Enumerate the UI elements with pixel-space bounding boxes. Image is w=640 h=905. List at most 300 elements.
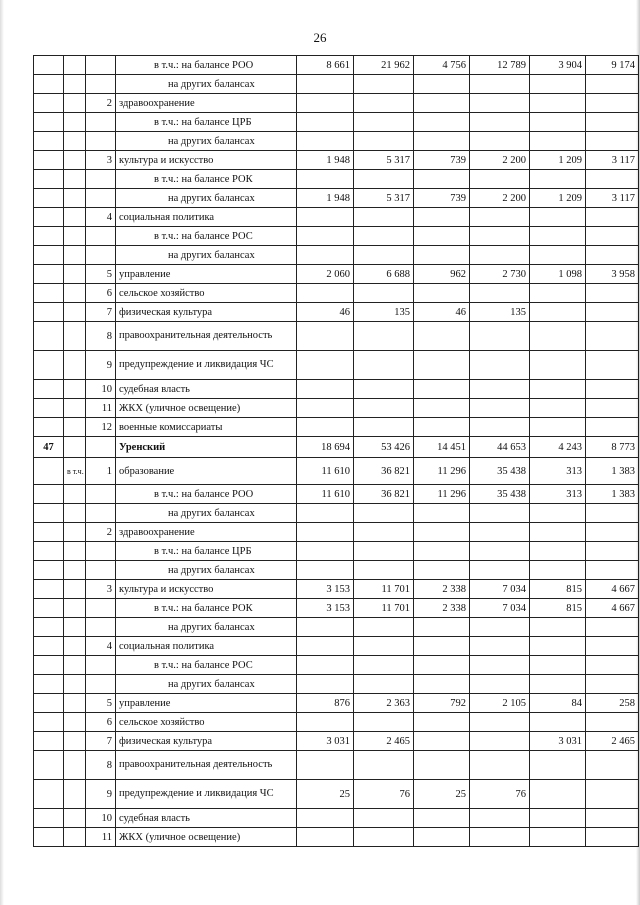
value-cell-2 — [354, 504, 414, 523]
value-cell-6 — [586, 618, 639, 637]
item-name-cell: здравоохранение — [116, 94, 297, 113]
value-cell-4 — [470, 351, 530, 380]
value-cell-2 — [354, 246, 414, 265]
value-cell-3 — [414, 399, 470, 418]
value-cell-1: 11 610 — [297, 458, 354, 485]
item-number-cell — [86, 189, 116, 208]
value-cell-4 — [470, 322, 530, 351]
item-number-cell: 11 — [86, 828, 116, 847]
item-name-cell: культура и искусство — [116, 580, 297, 599]
value-cell-2 — [354, 94, 414, 113]
table-row — [34, 399, 639, 418]
region-number-cell — [34, 656, 64, 675]
value-cell-3 — [414, 208, 470, 227]
item-number-cell — [86, 56, 116, 75]
item-name-cell: сельское хозяйство — [116, 713, 297, 732]
value-cell-6: 4 667 — [586, 599, 639, 618]
value-cell-6 — [586, 208, 639, 227]
value-cell-1 — [297, 94, 354, 113]
value-cell-1: 3 153 — [297, 580, 354, 599]
value-cell-1 — [297, 561, 354, 580]
value-cell-3 — [414, 227, 470, 246]
including-cell — [64, 675, 86, 694]
value-cell-4 — [470, 828, 530, 847]
value-cell-3: 739 — [414, 151, 470, 170]
table-row — [34, 151, 639, 170]
item-name-cell: физическая культура — [116, 303, 297, 322]
value-cell-1 — [297, 113, 354, 132]
value-cell-3 — [414, 284, 470, 303]
value-cell-2 — [354, 351, 414, 380]
item-name-cell: судебная власть — [116, 809, 297, 828]
table-row — [34, 170, 639, 189]
table-row — [34, 227, 639, 246]
value-cell-4: 44 653 — [470, 437, 530, 458]
table-row — [34, 303, 639, 322]
value-cell-6 — [586, 399, 639, 418]
table-row — [34, 828, 639, 847]
value-cell-2 — [354, 618, 414, 637]
value-cell-3 — [414, 132, 470, 151]
value-cell-6: 1 383 — [586, 485, 639, 504]
value-cell-2 — [354, 380, 414, 399]
item-number-cell: 8 — [86, 751, 116, 780]
value-cell-6 — [586, 351, 639, 380]
value-cell-6: 2 465 — [586, 732, 639, 751]
including-cell — [64, 399, 86, 418]
value-cell-5: 1 209 — [530, 189, 586, 208]
value-cell-5: 3 904 — [530, 56, 586, 75]
item-name-cell: правоохранительная деятельность — [116, 322, 297, 351]
table-row — [34, 618, 639, 637]
value-cell-6 — [586, 303, 639, 322]
value-cell-2: 36 821 — [354, 485, 414, 504]
value-cell-1 — [297, 208, 354, 227]
value-cell-2 — [354, 637, 414, 656]
value-cell-5: 815 — [530, 599, 586, 618]
value-cell-5 — [530, 132, 586, 151]
scan-edge-left — [0, 0, 4, 905]
value-cell-4 — [470, 399, 530, 418]
value-cell-5: 313 — [530, 485, 586, 504]
item-name-cell: ЖКХ (уличное освещение) — [116, 399, 297, 418]
value-cell-6 — [586, 637, 639, 656]
item-number-cell: 3 — [86, 151, 116, 170]
value-cell-3 — [414, 732, 470, 751]
region-number-cell — [34, 542, 64, 561]
value-cell-3 — [414, 751, 470, 780]
region-number-cell — [34, 246, 64, 265]
value-cell-2 — [354, 75, 414, 94]
item-number-cell: 4 — [86, 208, 116, 227]
value-cell-4: 12 789 — [470, 56, 530, 75]
item-name-cell: в т.ч.: на балансе РОС — [116, 227, 297, 246]
value-cell-2 — [354, 713, 414, 732]
value-cell-1 — [297, 751, 354, 780]
value-cell-5 — [530, 828, 586, 847]
table-row — [34, 458, 639, 485]
value-cell-4 — [470, 523, 530, 542]
value-cell-4 — [470, 170, 530, 189]
value-cell-6 — [586, 94, 639, 113]
region-number-cell — [34, 151, 64, 170]
value-cell-5: 84 — [530, 694, 586, 713]
value-cell-3: 14 451 — [414, 437, 470, 458]
value-cell-3 — [414, 113, 470, 132]
value-cell-6 — [586, 828, 639, 847]
value-cell-5 — [530, 751, 586, 780]
value-cell-6 — [586, 675, 639, 694]
value-cell-4 — [470, 113, 530, 132]
item-name-cell: судебная власть — [116, 380, 297, 399]
table-row — [34, 284, 639, 303]
table-row — [34, 751, 639, 780]
including-cell — [64, 418, 86, 437]
value-cell-3 — [414, 675, 470, 694]
item-number-cell: 1 — [86, 458, 116, 485]
value-cell-1 — [297, 828, 354, 847]
value-cell-6 — [586, 656, 639, 675]
value-cell-6: 258 — [586, 694, 639, 713]
value-cell-2: 5 317 — [354, 151, 414, 170]
value-cell-6 — [586, 504, 639, 523]
including-cell — [64, 713, 86, 732]
item-number-cell — [86, 227, 116, 246]
region-number-cell — [34, 828, 64, 847]
region-number-cell — [34, 618, 64, 637]
value-cell-3 — [414, 380, 470, 399]
table-row — [34, 694, 639, 713]
value-cell-5 — [530, 618, 586, 637]
value-cell-3 — [414, 618, 470, 637]
item-name-cell: на других балансах — [116, 675, 297, 694]
including-cell — [64, 523, 86, 542]
value-cell-5 — [530, 322, 586, 351]
item-number-cell — [86, 246, 116, 265]
value-cell-5 — [530, 713, 586, 732]
including-cell — [64, 189, 86, 208]
item-number-cell — [86, 504, 116, 523]
value-cell-1: 11 610 — [297, 485, 354, 504]
region-number-cell — [34, 523, 64, 542]
region-number-cell — [34, 732, 64, 751]
item-name-cell: в т.ч.: на балансе РОО — [116, 485, 297, 504]
region-number-cell — [34, 458, 64, 485]
region-number-cell — [34, 399, 64, 418]
value-cell-5 — [530, 399, 586, 418]
item-name-cell: на других балансах — [116, 561, 297, 580]
value-cell-1 — [297, 322, 354, 351]
value-cell-2: 76 — [354, 780, 414, 809]
value-cell-1: 46 — [297, 303, 354, 322]
value-cell-1 — [297, 284, 354, 303]
including-cell — [64, 780, 86, 809]
value-cell-5: 815 — [530, 580, 586, 599]
region-number-cell — [34, 227, 64, 246]
value-cell-5 — [530, 170, 586, 189]
item-number-cell: 2 — [86, 94, 116, 113]
including-cell: в т.ч. — [64, 458, 86, 485]
value-cell-4 — [470, 418, 530, 437]
item-name-cell: социальная политика — [116, 208, 297, 227]
region-number-cell — [34, 170, 64, 189]
value-cell-5 — [530, 542, 586, 561]
item-name-cell: Уренский — [116, 437, 297, 458]
value-cell-4 — [470, 94, 530, 113]
table-row — [34, 75, 639, 94]
including-cell — [64, 637, 86, 656]
value-cell-1: 25 — [297, 780, 354, 809]
item-number-cell — [86, 542, 116, 561]
item-number-cell — [86, 599, 116, 618]
item-number-cell: 12 — [86, 418, 116, 437]
value-cell-4: 35 438 — [470, 458, 530, 485]
value-cell-6 — [586, 542, 639, 561]
value-cell-5 — [530, 227, 586, 246]
value-cell-2: 53 426 — [354, 437, 414, 458]
value-cell-3 — [414, 523, 470, 542]
value-cell-6 — [586, 780, 639, 809]
value-cell-2 — [354, 399, 414, 418]
value-cell-5 — [530, 418, 586, 437]
value-cell-1 — [297, 809, 354, 828]
including-cell — [64, 170, 86, 189]
item-number-cell: 11 — [86, 399, 116, 418]
value-cell-4 — [470, 732, 530, 751]
value-cell-1 — [297, 504, 354, 523]
value-cell-1 — [297, 713, 354, 732]
table-row — [34, 208, 639, 227]
including-cell — [64, 599, 86, 618]
including-cell — [64, 656, 86, 675]
item-name-cell: культура и искусство — [116, 151, 297, 170]
value-cell-5 — [530, 656, 586, 675]
value-cell-2 — [354, 675, 414, 694]
value-cell-4 — [470, 675, 530, 694]
including-cell — [64, 151, 86, 170]
value-cell-3 — [414, 322, 470, 351]
value-cell-5 — [530, 504, 586, 523]
value-cell-1 — [297, 351, 354, 380]
value-cell-4 — [470, 809, 530, 828]
table-row — [34, 523, 639, 542]
value-cell-5 — [530, 523, 586, 542]
value-cell-4 — [470, 618, 530, 637]
value-cell-5 — [530, 284, 586, 303]
value-cell-4 — [470, 751, 530, 780]
value-cell-1: 18 694 — [297, 437, 354, 458]
including-cell — [64, 380, 86, 399]
including-cell — [64, 809, 86, 828]
value-cell-2 — [354, 132, 414, 151]
value-cell-4 — [470, 75, 530, 94]
value-cell-1: 3 031 — [297, 732, 354, 751]
value-cell-2: 21 962 — [354, 56, 414, 75]
value-cell-5 — [530, 780, 586, 809]
item-name-cell: на других балансах — [116, 189, 297, 208]
item-number-cell: 9 — [86, 351, 116, 380]
item-name-cell: в т.ч.: на балансе ЦРБ — [116, 542, 297, 561]
item-number-cell — [86, 656, 116, 675]
item-name-cell: управление — [116, 265, 297, 284]
value-cell-1 — [297, 132, 354, 151]
value-cell-3: 2 338 — [414, 599, 470, 618]
item-number-cell — [86, 132, 116, 151]
item-number-cell: 4 — [86, 637, 116, 656]
region-number-cell — [34, 351, 64, 380]
value-cell-1 — [297, 418, 354, 437]
region-number-cell — [34, 599, 64, 618]
item-number-cell: 2 — [86, 523, 116, 542]
item-number-cell: 6 — [86, 713, 116, 732]
value-cell-4: 76 — [470, 780, 530, 809]
region-number-cell — [34, 418, 64, 437]
including-cell — [64, 303, 86, 322]
value-cell-2: 2 465 — [354, 732, 414, 751]
including-cell — [64, 561, 86, 580]
value-cell-4 — [470, 542, 530, 561]
region-number-cell — [34, 303, 64, 322]
item-name-cell: здравоохранение — [116, 523, 297, 542]
value-cell-5: 313 — [530, 458, 586, 485]
value-cell-1 — [297, 675, 354, 694]
value-cell-3 — [414, 170, 470, 189]
value-cell-6 — [586, 809, 639, 828]
value-cell-5 — [530, 561, 586, 580]
including-cell — [64, 284, 86, 303]
value-cell-2 — [354, 227, 414, 246]
item-number-cell — [86, 170, 116, 189]
item-name-cell: в т.ч.: на балансе РОК — [116, 599, 297, 618]
value-cell-3 — [414, 418, 470, 437]
table-row — [34, 94, 639, 113]
value-cell-4 — [470, 656, 530, 675]
item-name-cell: на других балансах — [116, 132, 297, 151]
region-number-cell — [34, 504, 64, 523]
value-cell-2: 2 363 — [354, 694, 414, 713]
value-cell-6: 3 117 — [586, 151, 639, 170]
value-cell-6 — [586, 751, 639, 780]
including-cell — [64, 437, 86, 458]
value-cell-3 — [414, 504, 470, 523]
value-cell-4 — [470, 284, 530, 303]
item-name-cell: правоохранительная деятельность — [116, 751, 297, 780]
value-cell-4 — [470, 637, 530, 656]
value-cell-2: 5 317 — [354, 189, 414, 208]
value-cell-2: 135 — [354, 303, 414, 322]
item-name-cell: управление — [116, 694, 297, 713]
value-cell-3 — [414, 94, 470, 113]
item-name-cell: предупреждение и ликвидация ЧС — [116, 780, 297, 809]
value-cell-2 — [354, 809, 414, 828]
item-number-cell — [86, 75, 116, 94]
region-number-cell — [34, 94, 64, 113]
value-cell-1 — [297, 542, 354, 561]
budget-table — [33, 55, 639, 847]
region-number-cell — [34, 675, 64, 694]
value-cell-2 — [354, 208, 414, 227]
value-cell-6 — [586, 322, 639, 351]
table-row — [34, 485, 639, 504]
value-cell-2 — [354, 284, 414, 303]
value-cell-1 — [297, 637, 354, 656]
value-cell-3 — [414, 809, 470, 828]
item-name-cell: в т.ч.: на балансе РОО — [116, 56, 297, 75]
region-number-cell — [34, 780, 64, 809]
including-cell — [64, 694, 86, 713]
region-number-cell — [34, 189, 64, 208]
value-cell-1 — [297, 75, 354, 94]
value-cell-4 — [470, 504, 530, 523]
value-cell-6: 3 117 — [586, 189, 639, 208]
region-number-cell — [34, 265, 64, 284]
value-cell-1: 3 153 — [297, 599, 354, 618]
item-name-cell: социальная политика — [116, 637, 297, 656]
region-number-cell — [34, 751, 64, 780]
value-cell-5 — [530, 351, 586, 380]
item-number-cell — [86, 485, 116, 504]
value-cell-3 — [414, 828, 470, 847]
including-cell — [64, 504, 86, 523]
value-cell-6: 8 773 — [586, 437, 639, 458]
value-cell-6 — [586, 132, 639, 151]
table-row — [34, 809, 639, 828]
item-number-cell: 7 — [86, 732, 116, 751]
value-cell-2: 11 701 — [354, 580, 414, 599]
value-cell-2: 36 821 — [354, 458, 414, 485]
including-cell — [64, 732, 86, 751]
table-row — [34, 265, 639, 284]
value-cell-5 — [530, 303, 586, 322]
value-cell-2 — [354, 542, 414, 561]
value-cell-6: 1 383 — [586, 458, 639, 485]
value-cell-5 — [530, 113, 586, 132]
table-row — [34, 322, 639, 351]
including-cell — [64, 227, 86, 246]
value-cell-1 — [297, 618, 354, 637]
item-name-cell: на других балансах — [116, 75, 297, 94]
value-cell-4: 135 — [470, 303, 530, 322]
item-name-cell: физическая культура — [116, 732, 297, 751]
including-cell — [64, 75, 86, 94]
item-name-cell: на других балансах — [116, 504, 297, 523]
value-cell-5: 1 209 — [530, 151, 586, 170]
item-name-cell: на других балансах — [116, 246, 297, 265]
item-number-cell: 5 — [86, 265, 116, 284]
value-cell-6 — [586, 418, 639, 437]
table-row — [34, 713, 639, 732]
table-row — [34, 113, 639, 132]
item-name-cell: предупреждение и ликвидация ЧС — [116, 351, 297, 380]
including-cell — [64, 322, 86, 351]
value-cell-1: 1 948 — [297, 189, 354, 208]
value-cell-5 — [530, 637, 586, 656]
value-cell-4: 2 200 — [470, 189, 530, 208]
value-cell-2 — [354, 656, 414, 675]
item-name-cell: в т.ч.: на балансе ЦРБ — [116, 113, 297, 132]
value-cell-4 — [470, 227, 530, 246]
item-number-cell: 10 — [86, 809, 116, 828]
value-cell-3 — [414, 561, 470, 580]
value-cell-6: 9 174 — [586, 56, 639, 75]
region-number-cell — [34, 322, 64, 351]
table-row — [34, 132, 639, 151]
table-row — [34, 246, 639, 265]
including-cell — [64, 246, 86, 265]
value-cell-5: 1 098 — [530, 265, 586, 284]
including-cell — [64, 580, 86, 599]
including-cell — [64, 618, 86, 637]
